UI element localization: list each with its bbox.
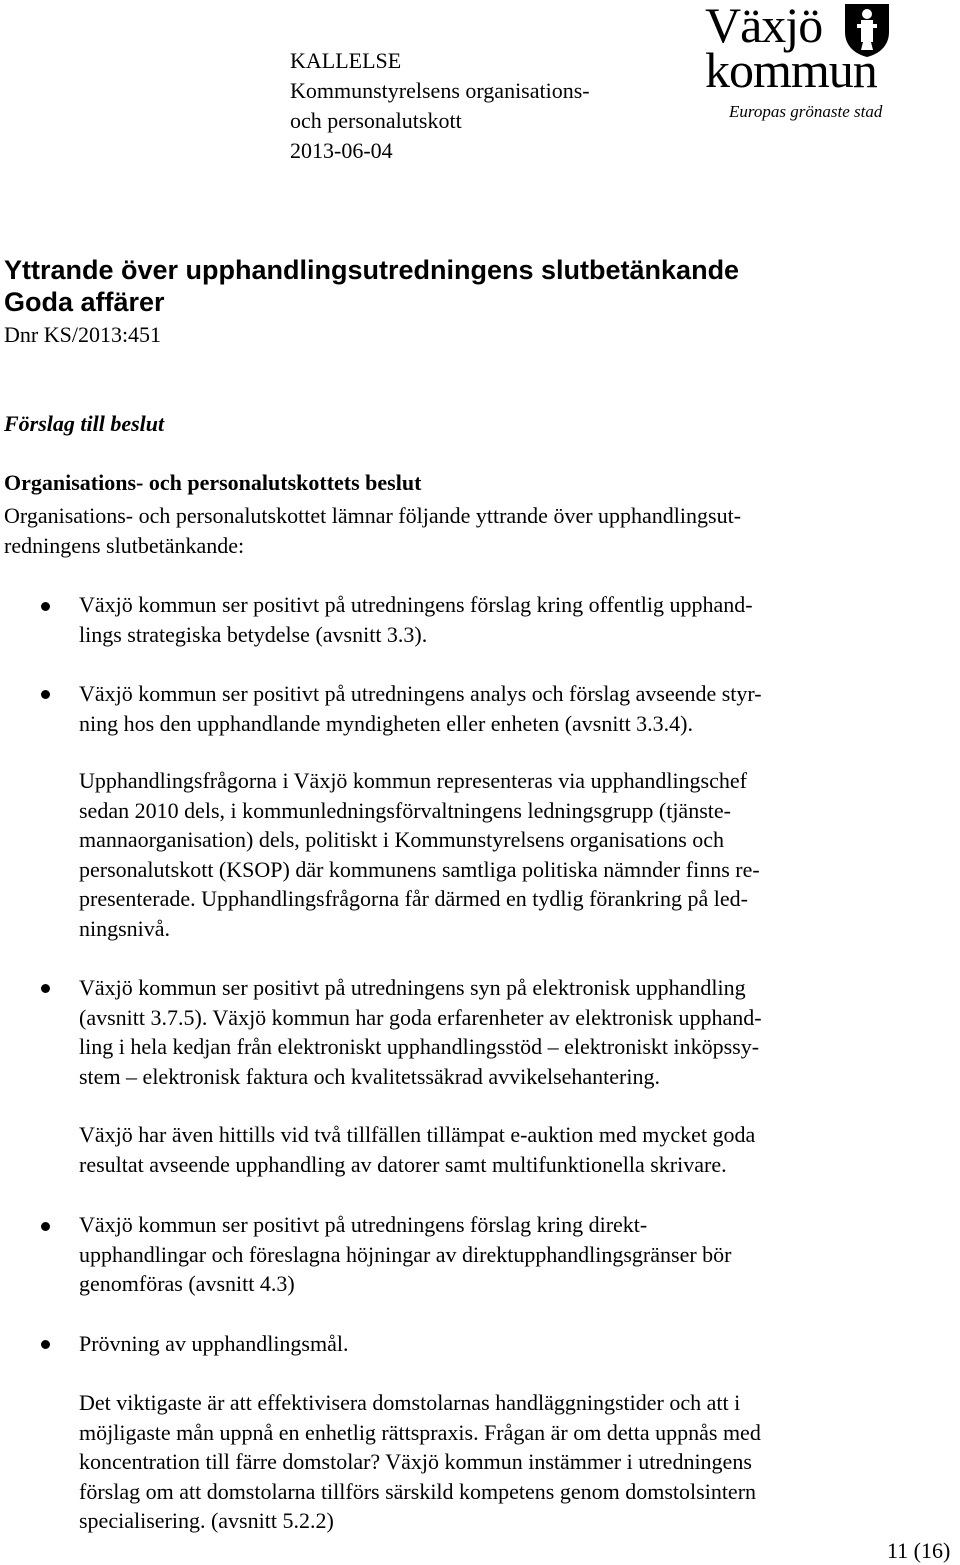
logo-name-bottom: kommun: [705, 42, 877, 98]
paragraph-line: sedan 2010 dels, i kommunledningsförvaltningens ledningsgrupp (tjänste-: [79, 797, 731, 823]
kallelse-label: KALLELSE: [290, 48, 402, 73]
bullet-item: [79, 1329, 348, 1359]
bullet-line: ning hos den upphandlande myndigheten eller enheten (avsnitt 3.3.4).: [79, 710, 694, 736]
bullet-item: [79, 973, 762, 1091]
bullet-item: [79, 1210, 731, 1299]
bullet-line: (avsnitt 3.7.5). Växjö kommun har goda erfarenheter av elektronisk upphand-: [79, 1004, 762, 1030]
paragraph-line: Det viktigaste är att effektivisera domstolarnas handläggningstider och att i: [79, 1390, 741, 1415]
logo-name-top: Växjö: [705, 0, 823, 53]
bullet-line: upphandlingar och föreslagna höjningar av direktupphandlingsgränser bör: [79, 1241, 732, 1267]
paragraph-line: presenterade. Upphandlingsfrågorna får därmed en tydlig förankring på led-: [79, 886, 748, 912]
committee-name-line2: och personalutskott: [290, 108, 462, 133]
intro-paragraph: [4, 501, 741, 560]
paragraph-line: koncentration till färre domstolar? Växjö kommun instämmer i utredningens: [79, 1449, 752, 1475]
proposal-heading: Förslag till beslut: [4, 411, 165, 436]
committee-name-line1: Kommunstyrelsens organisations-: [290, 78, 590, 103]
bullet-line: Växjö kommun ser positivt på utredningens förslag kring direkt-: [79, 1212, 648, 1237]
bullet-followup-paragraph: [79, 1388, 761, 1536]
paragraph-line: Växjö har även hittills vid två tillfällen tillämpat e-auktion med mycket goda: [79, 1122, 756, 1147]
bullet-marker: [41, 984, 50, 993]
bullet-line: Växjö kommun ser positivt på utredningens analys och förslag avseende styr-: [79, 681, 762, 706]
bullet-line: Växjö kommun ser positivt på utredningens syn på elektronisk upphandling: [79, 975, 746, 1000]
paragraph-line: specialisering. (avsnitt 5.2.2): [79, 1508, 334, 1534]
paragraph-line: förslag om att domstolarna tillförs särskild kompetens genom domstolsintern: [79, 1478, 757, 1504]
title-line-2: Goda affärer: [4, 287, 165, 317]
paragraph-line: mannaorganisation) dels, politiskt i Kommunstyrelsens organisations och: [79, 827, 725, 853]
bullet-line: lings strategiska betydelse (avsnitt 3.3).: [79, 621, 428, 647]
bullet-followup-paragraph: [79, 1120, 755, 1179]
vaxjo-kommun-logo: [705, 0, 915, 130]
logo-tagline: Europas grönaste stad: [729, 102, 883, 121]
bullet-line: Växjö kommun ser positivt på utredningens förslag kring offentlig upphand-: [79, 592, 753, 617]
bullet-marker: [41, 1340, 50, 1349]
bullet-followup-paragraph: [79, 766, 760, 944]
bullet-line: Prövning av upphandlingsmål.: [79, 1331, 349, 1356]
bullet-marker: [41, 690, 50, 699]
document-title: [4, 254, 739, 318]
paragraph-line: ningsnivå.: [79, 915, 171, 941]
intro-line: Organisations- och personalutskottet lämnar följande yttrande över upphandlingsut-: [4, 503, 742, 528]
title-line-1: Yttrande över upphandlingsutredningens slutbetänkande: [4, 255, 740, 285]
bullet-line: ling i hela kedjan från elektroniskt upphandlingsstöd – elektroniskt inköpssy-: [79, 1034, 760, 1060]
document-header: [290, 46, 590, 166]
decision-heading: Organisations- och personalutskottets beslut: [4, 470, 422, 495]
bullet-line: stem – elektronisk faktura och kvalitetssäkrad avvikelsehantering.: [79, 1063, 660, 1089]
page-number: 11 (16): [887, 1538, 951, 1563]
meeting-date: 2013-06-04: [290, 138, 393, 163]
paragraph-line: resultat avseende upphandling av datorer samt multifunktionella skrivare.: [79, 1151, 727, 1177]
bullet-marker: [41, 1222, 50, 1231]
intro-line: redningens slutbetänkande:: [4, 532, 245, 558]
bullet-item: [79, 679, 762, 738]
diary-number: Dnr KS/2013:451: [4, 322, 162, 347]
bullet-marker: [41, 602, 50, 611]
paragraph-line: möjligaste mån uppnå en enhetlig rättspraxis. Frågan är om detta uppnås med: [79, 1419, 761, 1445]
paragraph-line: Upphandlingsfrågorna i Växjö kommun representeras via upphandlingschef: [79, 768, 747, 793]
bullet-line: genomföras (avsnitt 4.3): [79, 1271, 295, 1297]
paragraph-line: personalutskott (KSOP) där kommunens samtliga politiska nämnder finns re-: [79, 856, 760, 882]
bullet-item: [79, 590, 753, 649]
